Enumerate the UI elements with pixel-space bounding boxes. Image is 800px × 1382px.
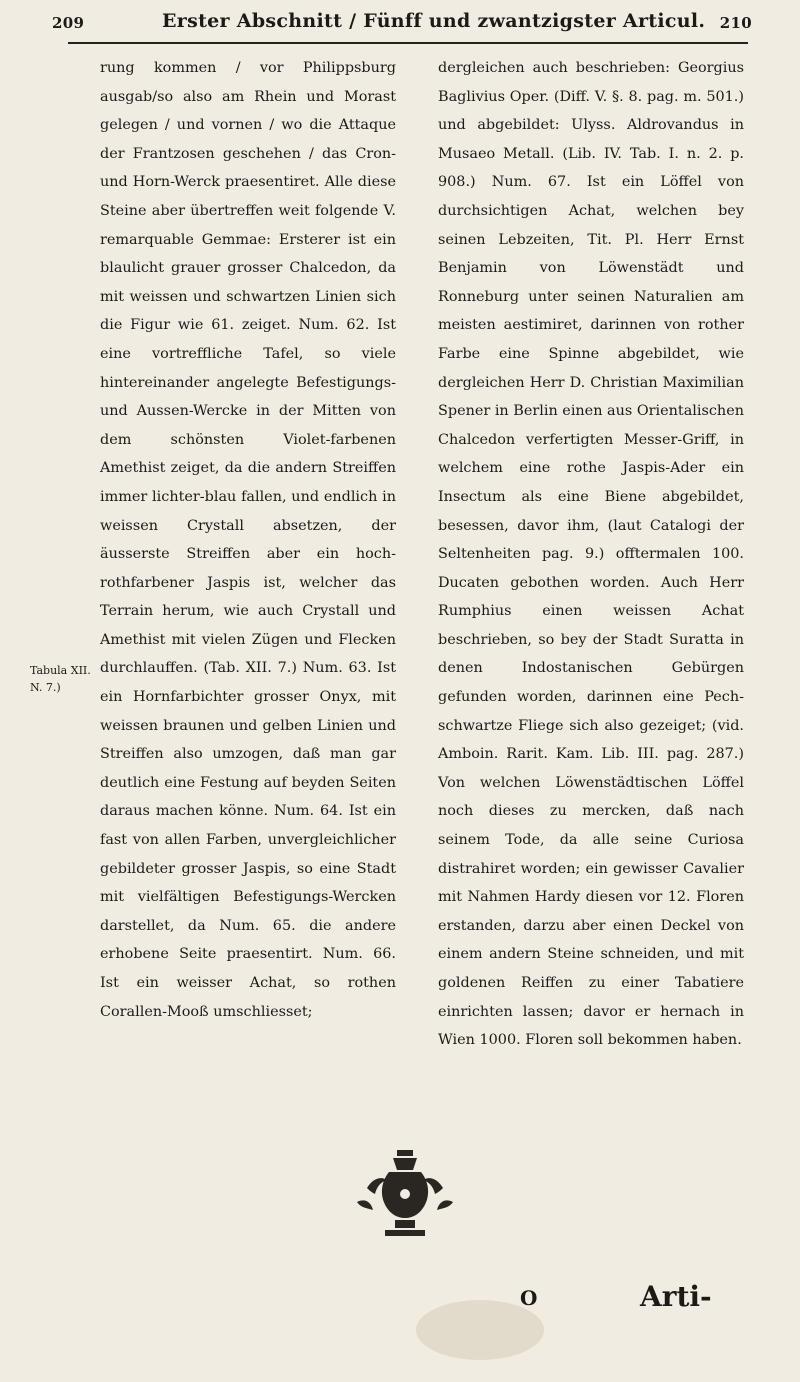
page-number-right: 210: [719, 14, 752, 32]
right-text-column: [438, 54, 744, 1055]
page-number-left: 209: [52, 14, 85, 32]
signature-mark: O: [520, 1286, 538, 1310]
left-text-column: [100, 54, 396, 1026]
catchword: Arti-: [640, 1280, 712, 1313]
running-header: [52, 8, 752, 40]
header-rule: [68, 42, 748, 44]
margin-note: Tabula XII. N. 7.): [30, 664, 91, 694]
running-title: Erster Abschnitt / Fünff und zwantzigster Articul.: [162, 10, 706, 32]
right-column-text: dergleichen auch beschrieben: Georgius Baglivius Oper. (Diff. V. §. 8. pag. m. 501.) und abgebildet: Ulyss. Aldrovandus in Musaeo Metall. (Lib. IV. Tab. I. n. 2. p. 908.) Num. 67. Ist ein Löffel von durchsichtigen Achat, welchen bey seinen Lebzeiten, Tit. Pl. Herr Ernst Benjamin von Löwenstädt und Ronneburg unter seinen Naturalien am meisten aestimiret, darinnen von rother Farbe eine Spinne abgebildet, wie dergleichen Herr D. Christian Maximilian Spener in Berlin einen aus Orientalischen Chalcedon verfertigten Messer-Griff, in welchem eine rothe Jaspis-Ader ein Insectum als eine Biene abgebildet, besessen, davor ihm, (laut Catalogi der Seltenheiten pag. 9.) offtermalen 100. Ducaten gebothen worden. Auch Herr Rumphius einen weissen Achat beschrieben, so bey der Stadt Suratta in denen Indostanischen Gebürgen gefunden worden, darinnen eine Pech-schwartze Fliege sich also gezeiget; (vid. Amboin. Rarit. Kam. Lib. III. pag. 287.) Von welchen Löwenstädtischen Löffel noch dieses zu mercken, daß nach seinem Tode, da alle seine Curiosa distrahiret worden; ein gewisser Cavalier mit Nahmen Hardy diesen vor 12. Floren erstanden, darzu aber einen Deckel von einem andern Steine schneiden, und mit goldenen Reiffen zu einer Tabatiere einrichten lassen; davor er hernach in Wien 1000. Floren soll bekommen haben.: [438, 60, 744, 1049]
left-column-text: rung kommen / vor Philippsburg ausgab/so also am Rhein und Morast gelegen / und vornen / wo die Attaque der Frantzosen geschehen / das Cron- und Horn-Werck praesentiret. Alle diese Steine aber übertreffen weit folgende V. remarquable Gemmae: Ersterer ist ein blaulicht grauer grosser Chalcedon, da mit weissen und schwartzen Linien sich die Figur wie 61. zeiget. Num. 62. Ist eine vortreffliche Tafel, so viele hintereinander angelegte Befestigungs- und Aussen-Wercke in der Mitten von dem schönsten Violet-farbenen Amethist zeiget, da die andern Streiffen immer lichter-blau fallen, und endlich in weissen Crystall absetzen, der äusserste Streiffen aber ein hoch-rothfarbener Jaspis ist, welcher das Terrain herum, wie auch Crystall und Amethist mit vielen Zügen und Flecken durchlauffen. (Tab. XII. 7.) Num. 63. Ist ein Hornfarbichter grosser Onyx, mit weissen braunen und gelben Linien und Streiffen also umzogen, daß man gar deutlich eine Festung auf beyden Seiten daraus machen könne. Num. 64. Ist ein fast von allen Farben, unvergleichlicher gebildeter grosser Jaspis, so eine Stadt mit vielfältigen Befestigungs-Wercken darstellet, da Num. 65. die andere erhobene Seite praesentirt. Num. 66. Ist ein weisser Achat, so rothen Corallen-Mooß umschliesset;: [100, 60, 396, 1020]
vase-ornament-icon: [345, 1132, 465, 1252]
